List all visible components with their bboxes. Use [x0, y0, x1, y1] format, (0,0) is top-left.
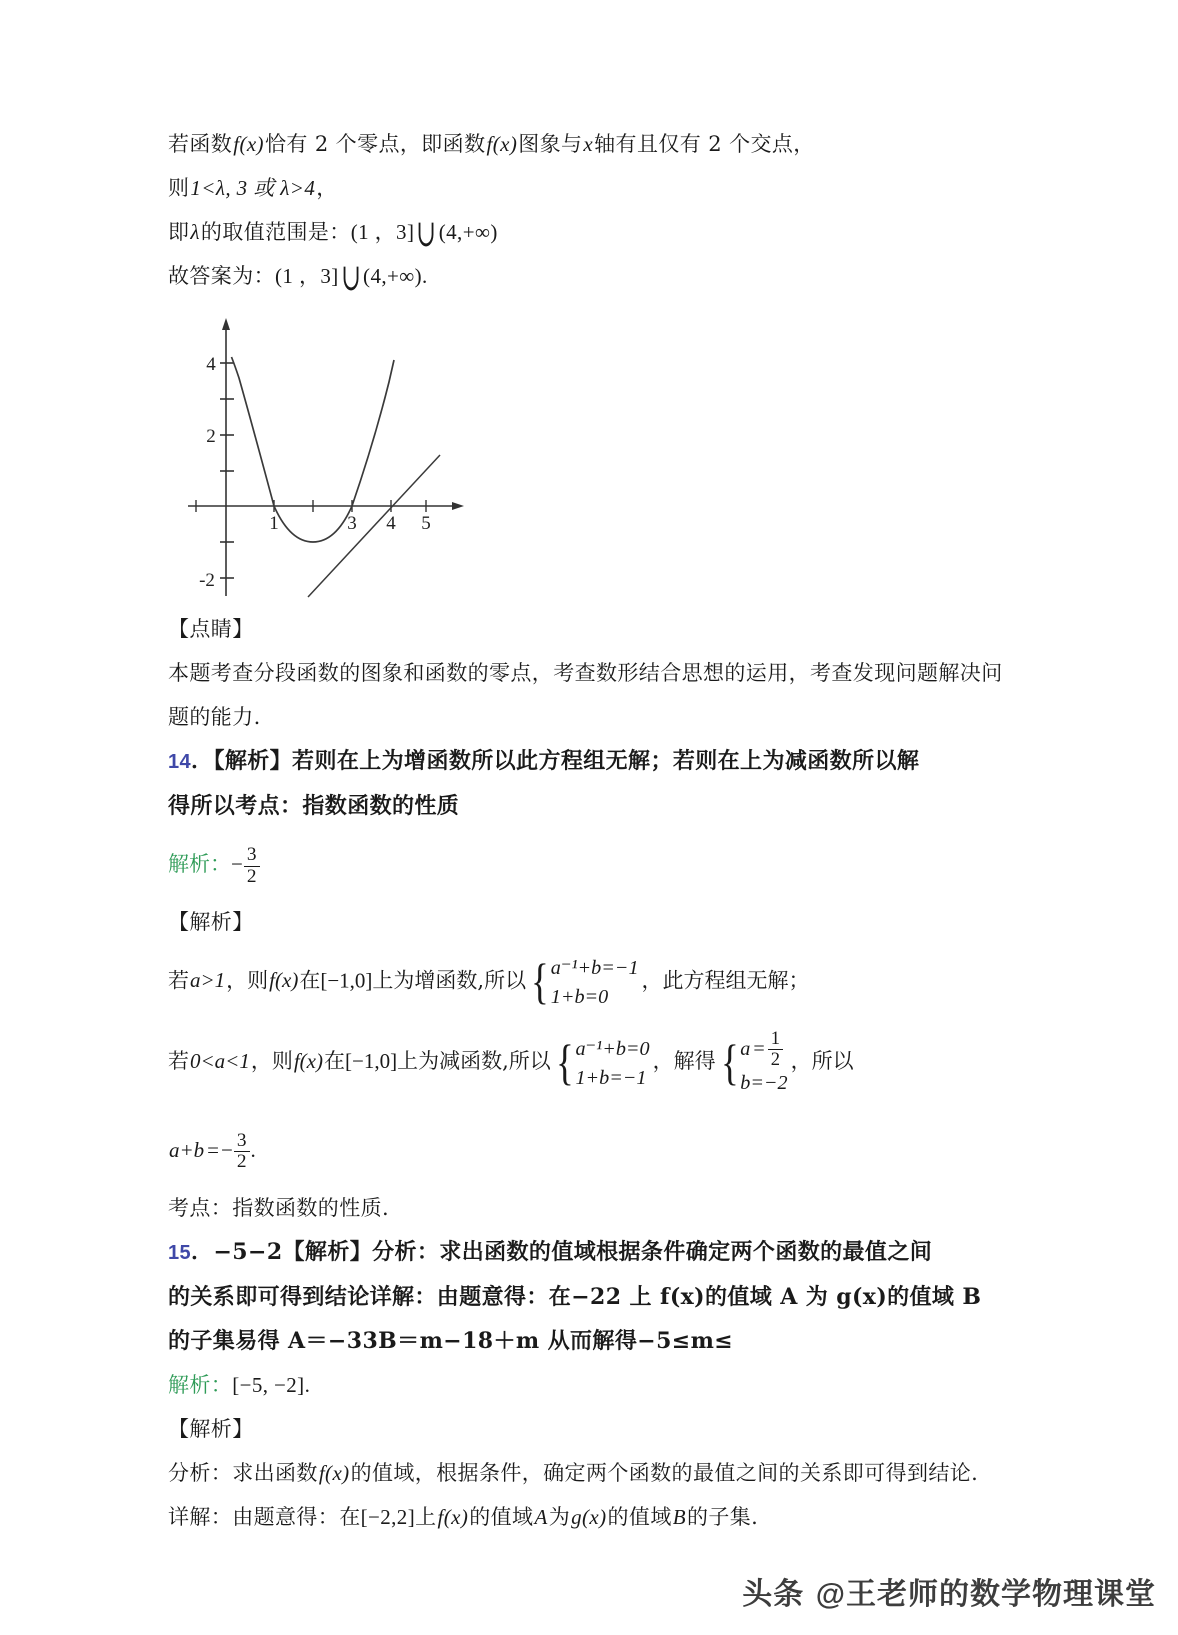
- equation-system-1: [528, 954, 639, 1011]
- text-fragment: .: [422, 264, 428, 288]
- left-brace: {: [720, 1035, 739, 1091]
- equation-row: a⁻¹+b=0: [575, 1037, 650, 1060]
- fraction-denominator: 2: [234, 1151, 250, 1172]
- fraction-numerator: 3: [246, 844, 257, 866]
- inline-math-fx: f(x): [318, 1460, 350, 1485]
- item-15-analysis-line: [168, 1451, 1013, 1495]
- x-tick-label-3: 3: [347, 513, 357, 534]
- item-15-answer: [168, 1363, 1013, 1407]
- text-fragment: 详解：由题意得：在: [168, 1504, 361, 1529]
- spacer: [168, 944, 1013, 954]
- equation-row: 1+b=−1: [575, 1066, 647, 1089]
- y-axis-arrow: [222, 318, 230, 330]
- condition-0-lt-a-lt-1: 0<a<1: [190, 1049, 250, 1074]
- equation-system-2: [553, 1035, 651, 1092]
- interval-left: (1 ，3]: [275, 264, 339, 288]
- item-14-index-dot: ．: [191, 748, 214, 774]
- x-tick-label-5: 5: [421, 513, 431, 534]
- graph-svg: [178, 316, 478, 601]
- inline-math-gx: g(x): [571, 1504, 607, 1529]
- footer-at-sign: @: [815, 1578, 846, 1611]
- solution-13-line-4: [168, 254, 1013, 298]
- y-tick-label-2: 2: [206, 426, 216, 447]
- equation-row: a⁻¹+b=−1: [550, 957, 639, 979]
- insight-header: 【点睛】: [168, 617, 254, 641]
- solution-row-a: [739, 1029, 788, 1069]
- item-14-summary-text: 【解析】若则在上为增函数所以此方程组无解；若则在上为减函数所以解: [213, 748, 920, 774]
- answer-sign: −: [231, 852, 243, 876]
- period: .: [250, 1137, 256, 1162]
- item-15-summary-line-1: [168, 1230, 1013, 1275]
- solution-13-line-3: [168, 210, 1013, 254]
- item-15-summary-text: 的关系即可得到结论详解：由题意得：在−22 上 f(x)的值域 A 为 g(x)的值域 B: [168, 1283, 982, 1310]
- spacer: [168, 1098, 1013, 1124]
- text-fragment: 轴有且仅有 2 个交点，: [594, 132, 815, 156]
- text-fragment: 若: [168, 968, 189, 993]
- interval: [−1,0]: [345, 1049, 398, 1074]
- text-fragment: 若函数: [168, 132, 233, 156]
- interval-right: (4,+∞): [438, 220, 498, 244]
- equation-rows: [574, 1035, 650, 1092]
- footer-brand: 头条: [742, 1577, 805, 1612]
- answer-fraction: [244, 845, 260, 887]
- interval-right: (4,+∞): [363, 264, 422, 288]
- interval-left: (1 ，3]: [350, 220, 415, 244]
- interval: [−2,2]: [360, 1504, 416, 1529]
- spacer: [168, 1176, 1013, 1186]
- left-brace: {: [555, 1035, 574, 1091]
- item-15-summary-line-3: [168, 1319, 1013, 1363]
- inline-math-fx: f(x): [437, 1504, 469, 1529]
- text-fragment: ，解得: [652, 1049, 716, 1074]
- text-fragment: 为: [548, 1504, 571, 1529]
- x-tick-label-1: 1: [269, 513, 279, 534]
- fraction-denominator: 2: [768, 1049, 783, 1069]
- equation-rows: [550, 954, 640, 1011]
- text-fragment: 在: [324, 1049, 345, 1074]
- left-brace: {: [531, 954, 549, 1010]
- footer-watermark: [742, 1569, 1156, 1613]
- x-axis-arrow: [452, 502, 464, 510]
- text-fragment: 的取值范围是：: [200, 220, 351, 244]
- interval: [−1,0]: [320, 968, 373, 993]
- spacer: [168, 890, 1013, 900]
- spacer: [168, 1011, 1013, 1029]
- fraction-denominator: 2: [244, 866, 260, 887]
- text-fragment: 则: [168, 176, 190, 200]
- item-14-summary-line-2: [168, 784, 1013, 828]
- solution-13-line-1: [168, 122, 1013, 166]
- answer-label: 解析：: [168, 1372, 233, 1397]
- insight-body-line-1: 本题考查分段函数的图象和函数的零点，考查数形结合思想的运用，考查发现问题解决问: [168, 661, 1003, 685]
- inline-math-fx: f(x): [269, 968, 299, 993]
- item-14-analysis-header: 【解析】: [168, 910, 254, 934]
- solution-fraction: [768, 1029, 783, 1069]
- item-14-answer: [168, 838, 1013, 890]
- answer-label: 解析：: [168, 852, 231, 876]
- text-fragment: 图象与: [518, 132, 583, 156]
- text-fragment: ，所以: [790, 1049, 854, 1074]
- item-14-case-2: [168, 1029, 1013, 1098]
- text-fragment: 即: [168, 220, 190, 244]
- solution-13-line-2: [168, 166, 1013, 210]
- text-fragment: 的值域: [469, 1504, 534, 1529]
- inline-math-inequality: 1<λ, 3 或 λ>4: [190, 176, 316, 200]
- inline-math-x: x: [583, 132, 594, 156]
- item-14-result: [168, 1124, 1013, 1176]
- result-fraction: [234, 1131, 250, 1173]
- inline-math-fx: f(x): [233, 132, 264, 156]
- text-fragment: ，: [316, 176, 338, 200]
- inline-math-fx: f(x): [293, 1049, 323, 1074]
- text-fragment: 上: [415, 1504, 437, 1529]
- item-14-summary-text: 得所以考点：指数函数的性质: [168, 793, 460, 819]
- item-14-summary-line-1: [168, 739, 1013, 784]
- item-14-index: 14: [168, 751, 192, 773]
- y-tick-label-4: 4: [206, 354, 216, 375]
- insight-body-line-2: 题的能力.: [168, 705, 261, 729]
- item-14-keypoint: 考点：指数函数的性质.: [168, 1195, 390, 1220]
- item-15-summary-text: −5−2【解析】分析：求出函数的值域根据条件确定两个函数的最值之间: [213, 1238, 933, 1265]
- result-sign: −: [221, 1137, 233, 1162]
- y-tick-label-minus2: -2: [199, 570, 215, 591]
- equals-sign: =: [753, 1037, 765, 1060]
- linear-curve: [308, 455, 440, 597]
- text-fragment: 分析：求出函数: [168, 1460, 318, 1485]
- union-symbol: ∪: [340, 256, 361, 299]
- item-15-detail-line: [168, 1495, 1013, 1539]
- spacer: [168, 828, 1013, 838]
- text-fragment: 上为增函数,所以: [372, 968, 527, 993]
- text-fragment: ，此方程组无解；: [641, 968, 810, 993]
- solution-system: [718, 1029, 789, 1098]
- answer-value: [−5, −2].: [232, 1372, 311, 1397]
- text-fragment: ，则: [226, 968, 269, 993]
- parabola-curve: [232, 357, 395, 542]
- piecewise-function-graph: [178, 316, 478, 601]
- set-a: A: [534, 1504, 548, 1529]
- inline-math-fx: f(x): [486, 132, 518, 156]
- fraction-numerator: 3: [236, 1130, 247, 1152]
- item-14-case-1: [168, 954, 1013, 1011]
- text-fragment: 恰有 2 个零点，即函数: [264, 132, 486, 156]
- solution-row-b: b=−2: [740, 1072, 788, 1095]
- footer-account: 王老师的数学物理课堂: [846, 1577, 1156, 1612]
- text-fragment: 的值域，根据条件，确定两个函数的最值之间的关系即可得到结论.: [350, 1460, 979, 1485]
- text-fragment: 在: [299, 968, 321, 993]
- equals-sign: =: [207, 1137, 220, 1162]
- item-15-summary-text: 的子集易得 A＝−33B＝m−18＋m 从而解得−5≤m≤: [168, 1327, 734, 1354]
- equation-row: 1+b=0: [550, 985, 609, 1008]
- text-fragment: 若: [168, 1049, 189, 1074]
- item-15-index-dot: ．: [191, 1238, 214, 1265]
- inline-math-lambda: λ: [190, 220, 200, 244]
- x-tick-label-4: 4: [386, 513, 396, 534]
- text-fragment: 的子集.: [686, 1504, 759, 1529]
- text-fragment: ，则: [250, 1049, 293, 1074]
- document-content: [168, 122, 1013, 1539]
- item-15-analysis-header: 【解析】: [168, 1416, 254, 1441]
- set-b: B: [672, 1504, 686, 1529]
- condition-a-gt-1: a>1: [190, 968, 226, 993]
- solution-rows: [739, 1029, 788, 1098]
- variable-a: a: [740, 1037, 751, 1060]
- text-fragment: 故答案为：: [168, 264, 275, 288]
- text-fragment: 的值域: [607, 1504, 672, 1529]
- item-15-index: 15: [168, 1241, 192, 1264]
- union-symbol: ∪: [416, 212, 437, 255]
- item-15-summary-line-2: [168, 1275, 1013, 1319]
- result-lhs: a+b: [169, 1137, 205, 1162]
- fraction-numerator: 1: [770, 1028, 780, 1050]
- text-fragment: 上为减函数,所以: [397, 1049, 551, 1074]
